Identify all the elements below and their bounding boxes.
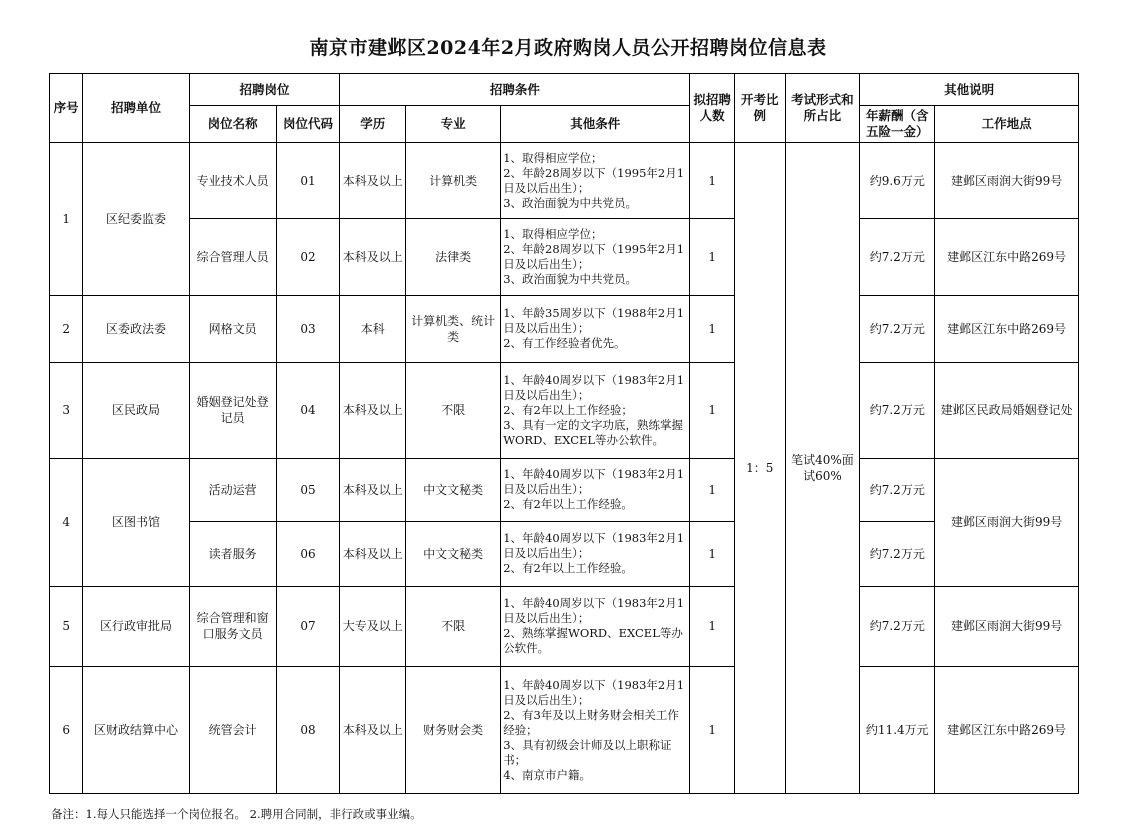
education-cell: 本科及以上 bbox=[340, 667, 406, 794]
condition-line: 1、取得相应学位； bbox=[503, 226, 603, 241]
count-cell: 1 bbox=[690, 522, 735, 586]
condition-line: 1、年龄40周岁以下（1983年2月1日及以后出生）； bbox=[503, 372, 685, 402]
condition-line: 1、取得相应学位； bbox=[503, 150, 603, 165]
education-cell: 本科及以上 bbox=[340, 522, 406, 586]
unit-cell: 区行政审批局 bbox=[83, 586, 189, 667]
conditions-cell bbox=[501, 458, 690, 521]
location-cell: 建邺区雨润大街99号 bbox=[935, 586, 1079, 667]
condition-line: 3、政治面貌为中共党员。 bbox=[503, 195, 638, 210]
header-other-conditions: 其他条件 bbox=[501, 106, 690, 143]
condition-line: 1、年龄35周岁以下（1988年2月1日及以后出生）； bbox=[503, 306, 685, 336]
header-conditions-group: 招聘条件 bbox=[340, 74, 690, 106]
header-exam: 考试形式和所占比 bbox=[785, 74, 860, 143]
salary-cell: 约11.4万元 bbox=[860, 667, 935, 794]
post-code-cell: 01 bbox=[276, 143, 340, 219]
count-cell: 1 bbox=[690, 143, 735, 219]
major-cell: 中文文秘类 bbox=[406, 458, 501, 521]
count-cell: 1 bbox=[690, 218, 735, 295]
condition-line: 1、年龄40周岁以下（1983年2月1日及以后出生）； bbox=[503, 677, 685, 707]
post-name-cell: 活动运营 bbox=[189, 458, 276, 521]
header-post-code: 岗位代码 bbox=[276, 106, 340, 143]
major-cell: 中文文秘类 bbox=[406, 522, 501, 586]
seq-cell: 5 bbox=[50, 586, 83, 667]
header-count: 拟招聘人数 bbox=[690, 74, 735, 143]
location-cell: 建邺区江东中路269号 bbox=[935, 667, 1079, 794]
salary-cell: 约7.2万元 bbox=[860, 522, 935, 586]
seq-cell: 2 bbox=[50, 295, 83, 362]
major-cell: 计算机类 bbox=[406, 143, 501, 219]
table-row bbox=[50, 218, 1079, 295]
condition-line: 1、年龄40周岁以下（1983年2月1日及以后出生）； bbox=[503, 596, 685, 626]
condition-line: 3、具有初级会计师及以上职称证书； bbox=[503, 737, 672, 767]
location-cell: 建邺区江东中路269号 bbox=[935, 218, 1079, 295]
condition-line: 3、具有一定的文字功底，熟练掌握WORD、EXCEL等办公软件。 bbox=[503, 417, 684, 447]
header-location: 工作地点 bbox=[935, 106, 1079, 143]
table-row bbox=[50, 522, 1079, 586]
salary-cell: 约9.6万元 bbox=[860, 143, 935, 219]
major-cell: 计算机类、统计类 bbox=[406, 295, 501, 362]
conditions-cell bbox=[501, 362, 690, 458]
education-cell: 本科及以上 bbox=[340, 458, 406, 521]
post-name-cell: 专业技术人员 bbox=[189, 143, 276, 219]
count-cell: 1 bbox=[690, 362, 735, 458]
conditions-cell bbox=[501, 522, 690, 586]
seq-cell: 6 bbox=[50, 667, 83, 794]
conditions-cell bbox=[501, 295, 690, 362]
recruitment-table bbox=[49, 73, 1079, 794]
post-name-cell: 读者服务 bbox=[189, 522, 276, 586]
count-cell: 1 bbox=[690, 586, 735, 667]
condition-line: 2、有3年及以上财务财会相关工作经验； bbox=[503, 707, 679, 737]
condition-line: 2、熟练掌握WORD、EXCEL等办公软件。 bbox=[503, 626, 683, 656]
table-row bbox=[50, 458, 1079, 521]
table-row bbox=[50, 667, 1079, 794]
location-cell: 建邺区江东中路269号 bbox=[935, 295, 1079, 362]
condition-line: 3、政治面貌为中共党员。 bbox=[503, 271, 638, 286]
exam-cell: 笔试40%面试60% bbox=[785, 143, 860, 794]
condition-line: 2、年龄28周岁以下（1995年2月1日及以后出生）； bbox=[503, 241, 685, 271]
unit-cell: 区财政结算中心 bbox=[83, 667, 189, 794]
condition-line: 2、有2年以上工作经验； bbox=[503, 402, 633, 417]
salary-cell: 约7.2万元 bbox=[860, 586, 935, 667]
header-post-group: 招聘岗位 bbox=[189, 74, 340, 106]
salary-cell: 约7.2万元 bbox=[860, 295, 935, 362]
header-row-bottom bbox=[50, 106, 1079, 143]
header-post-name: 岗位名称 bbox=[189, 106, 276, 143]
major-cell: 不限 bbox=[406, 586, 501, 667]
count-cell: 1 bbox=[690, 458, 735, 521]
seq-cell: 4 bbox=[50, 458, 83, 586]
ratio-cell: 1：5 bbox=[734, 143, 785, 794]
header-unit: 招聘单位 bbox=[83, 74, 189, 143]
unit-cell: 区民政局 bbox=[83, 362, 189, 458]
footnote: 备注：1.每人只能选择一个岗位报名。 2.聘用合同制，非行政或事业编。 bbox=[51, 807, 422, 821]
condition-line: 2、年龄28周岁以下（1995年2月1日及以后出生）； bbox=[503, 165, 685, 195]
salary-cell: 约7.2万元 bbox=[860, 218, 935, 295]
header-salary: 年薪酬（含五险一金） bbox=[860, 106, 935, 143]
header-major: 专业 bbox=[406, 106, 501, 143]
location-cell: 建邺区雨润大街99号 bbox=[935, 143, 1079, 219]
condition-line: 2、有2年以上工作经验。 bbox=[503, 497, 633, 512]
seq-cell: 3 bbox=[50, 362, 83, 458]
education-cell: 大专及以上 bbox=[340, 586, 406, 667]
seq-cell: 1 bbox=[50, 143, 83, 295]
table-row bbox=[50, 295, 1079, 362]
post-name-cell: 网格文员 bbox=[189, 295, 276, 362]
condition-line: 1、年龄40周岁以下（1983年2月1日及以后出生）； bbox=[503, 467, 685, 497]
major-cell: 财务财会类 bbox=[406, 667, 501, 794]
table-row bbox=[50, 143, 1079, 219]
condition-line: 2、有工作经验者优先。 bbox=[503, 336, 626, 351]
condition-line: 1、年龄40周岁以下（1983年2月1日及以后出生）； bbox=[503, 531, 685, 561]
education-cell: 本科及以上 bbox=[340, 143, 406, 219]
post-name-cell: 综合管理人员 bbox=[189, 218, 276, 295]
location-cell: 建邺区民政局婚姻登记处 bbox=[935, 362, 1079, 458]
unit-cell: 区图书馆 bbox=[83, 458, 189, 586]
conditions-cell bbox=[501, 667, 690, 794]
post-code-cell: 04 bbox=[276, 362, 340, 458]
education-cell: 本科及以上 bbox=[340, 218, 406, 295]
header-ratio: 开考比例 bbox=[734, 74, 785, 143]
table-row bbox=[50, 362, 1079, 458]
conditions-cell bbox=[501, 586, 690, 667]
header-row-top bbox=[50, 74, 1079, 106]
post-code-cell: 03 bbox=[276, 295, 340, 362]
conditions-cell bbox=[501, 143, 690, 219]
conditions-cell bbox=[501, 218, 690, 295]
count-cell: 1 bbox=[690, 667, 735, 794]
header-seq: 序号 bbox=[50, 74, 83, 143]
post-code-cell: 02 bbox=[276, 218, 340, 295]
education-cell: 本科及以上 bbox=[340, 362, 406, 458]
post-code-cell: 08 bbox=[276, 667, 340, 794]
unit-cell: 区委政法委 bbox=[83, 295, 189, 362]
education-cell: 本科 bbox=[340, 295, 406, 362]
page-title: 南京市建邺区2024年2月政府购岗人员公开招聘岗位信息表 bbox=[309, 37, 827, 59]
unit-cell: 区纪委监委 bbox=[83, 143, 189, 295]
location-cell: 建邺区雨润大街99号 bbox=[935, 458, 1079, 586]
header-other-group: 其他说明 bbox=[860, 74, 1079, 106]
table-row bbox=[50, 586, 1079, 667]
major-cell: 不限 bbox=[406, 362, 501, 458]
major-cell: 法律类 bbox=[406, 218, 501, 295]
post-name-cell: 统管会计 bbox=[189, 667, 276, 794]
count-cell: 1 bbox=[690, 295, 735, 362]
condition-line: 4、南京市户籍。 bbox=[503, 767, 592, 782]
post-name-cell: 婚姻登记处登记员 bbox=[189, 362, 276, 458]
post-name-cell: 综合管理和窗口服务文员 bbox=[189, 586, 276, 667]
post-code-cell: 07 bbox=[276, 586, 340, 667]
salary-cell: 约7.2万元 bbox=[860, 458, 935, 521]
condition-line: 2、有2年以上工作经验。 bbox=[503, 561, 633, 576]
salary-cell: 约7.2万元 bbox=[860, 362, 935, 458]
post-code-cell: 06 bbox=[276, 522, 340, 586]
post-code-cell: 05 bbox=[276, 458, 340, 521]
header-education: 学历 bbox=[340, 106, 406, 143]
